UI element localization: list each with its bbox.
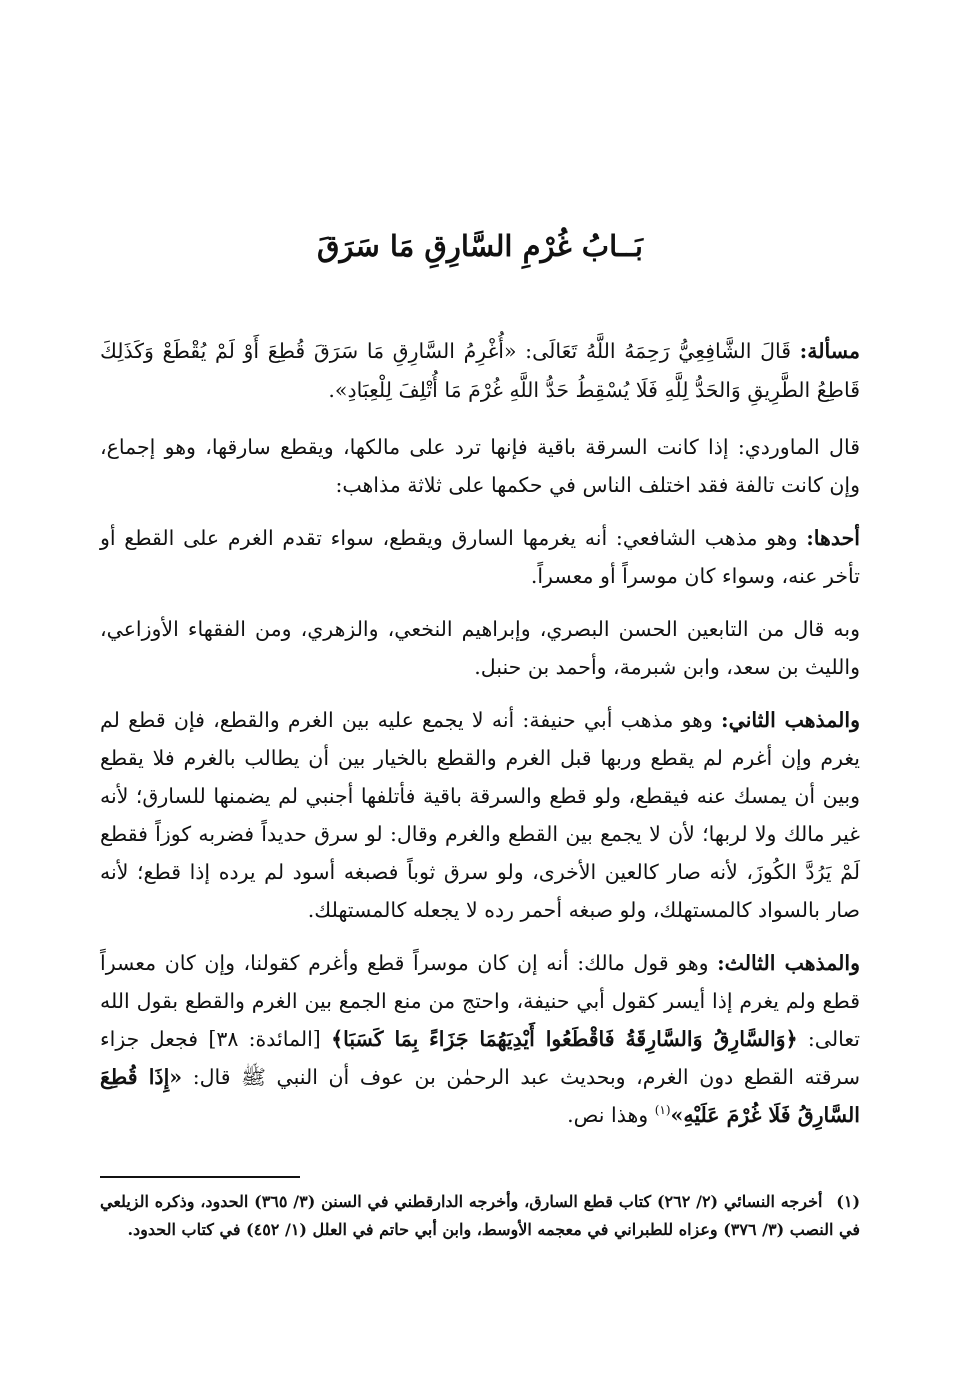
paragraph-text: وهو مذهب الشافعي: أنه يغرمها السارق ويقطع، سواء تقدم الغرم على القطع أو تأخر عنه، وسواء كان موسراً أو معسراً. <box>100 526 860 588</box>
issue-text: قَالَ الشَّافِعِيُّ رَحِمَهُ اللَّهُ تَعَالَى: «أُغْرِمُ السَّارِقِ مَا سَرَقَ قُطِعَ أَوْ لَمْ يُقْطَعْ وَكَذَلِكَ قَاطِعُ الطَّرِيقِ وَالحَدُّ لِلَّهِ فَلَا يُسْقِطُ حَدُّ اللَّهِ غُرْمَ مَا أُتْلِفَ لِلْعِبَادِ». <box>100 339 860 402</box>
paragraph-lead: والمذهب الثاني: <box>721 708 860 732</box>
chapter-title: بَــابُ غُرْمِ السَّارِقِ مَا سَرَقَ <box>317 229 643 263</box>
paragraph-lead: والمذهب الثالث: <box>717 951 860 975</box>
paragraph-mawardi <box>100 428 860 504</box>
paragraph-first-school <box>100 519 860 595</box>
quran-verse: ﴿وَالسَّارِقُ وَالسَّارِقَةُ فَاقْطَعُوا أَيْدِيَهُمَا جَزَاءً بِمَا كَسَبَا﴾ <box>331 1027 798 1051</box>
paragraph-text: وبه قال من التابعين الحسن البصري، وإبراهيم النخعي، والزهري، ومن الفقهاء الأوزاعي، والليث بن سعد، وابن شبرمة، وأحمد بن حنبل. <box>100 617 860 679</box>
paragraph-text: وهو قول مالك: أنه إن كان موسراً قطع وأغرم كقولنا، وإن كان معسراً قطع ولم يغرم إذا أيسر كقول أبي حنيفة، واحتج من منع الجمع بين الغرم والقطع بقول الله تعالى: <box>100 951 860 1051</box>
paragraph-third-school <box>100 944 860 1134</box>
paragraph-closing: وهذا نص. <box>567 1103 649 1127</box>
paragraph-text: قال الماوردي: إذا كانت السرقة باقية فإنها ترد على مالكها، ويقطع سارقها، وهو إجماع، وإن كانت تالفة فقد اختلف الناس في حكمها على ثلاثة مذاهب: <box>100 435 860 497</box>
paragraph-lead: أحدها: <box>806 526 860 550</box>
issue-paragraph <box>100 332 860 410</box>
paragraph-text: وهو مذهب أبي حنيفة: أنه لا يجمع عليه بين الغرم والقطع، فإن قطع لم يغرم وإن أغرم لم يقطع وربها قبل الغرم والقطع بالخيار بين أن يطالب بالغرم فلا يقطع وبين أن يمسك عنه فيقطع، ولو قطع والسرقة باقية فأتلفها أجنبي لم يضمنها للسارق؛ لأنه غير مالك ولا لربها؛ لأن لا يجمع بين القطع والغرم وقال: لو سرق حديداً فضربه كوزاً فقطع لَمْ يَرُدَّ الكُوزَ، لأنه صار كالعين الأخرى، ولو سرق ثوباً فصبغه أسود لم يرده إذا قطع؛ لأنه صار بالسواد كالمستهلك، ولو صبغه أحمر رده لا يجعله كالمستهلك. <box>100 708 860 922</box>
footnote <box>100 1188 860 1244</box>
footnote-divider <box>100 1176 300 1178</box>
page-body <box>100 226 861 1239</box>
footnote-number: (١) <box>836 1192 861 1211</box>
footnote-text: أخرجه النسائي (٢/ ٢٦٢) كتاب قطع السارق، وأخرجه الدارقطني في السنن (٣/ ٣٦٥) الحدود، وذكره الزيلعي في النصب (٣/ ٣٧٦) وعزاه للطبراني في معجمه الأوسط، وابن أبي حاتم في العلل (١/ ٤٥٢) في كتاب الحدود. <box>100 1192 860 1239</box>
paragraph-supporters <box>100 610 860 686</box>
footnote-reference[interactable]: (١) <box>654 1103 671 1118</box>
paragraph-second-school <box>100 701 860 929</box>
paragraph-text-continued: [المائدة: ٣٨] فجعل جزاء سرقته القطع دون الغرم، وبحديث عبد الرحمٰن بن عوف أن النبي ﷺ قال: <box>100 1027 860 1089</box>
issue-lead: مسألة: <box>799 339 860 363</box>
hadith-quote: «إِذَا قُطِعَ السَّارِقُ فَلَا غُرْمَ عَلَيْهِ» <box>100 1065 860 1127</box>
